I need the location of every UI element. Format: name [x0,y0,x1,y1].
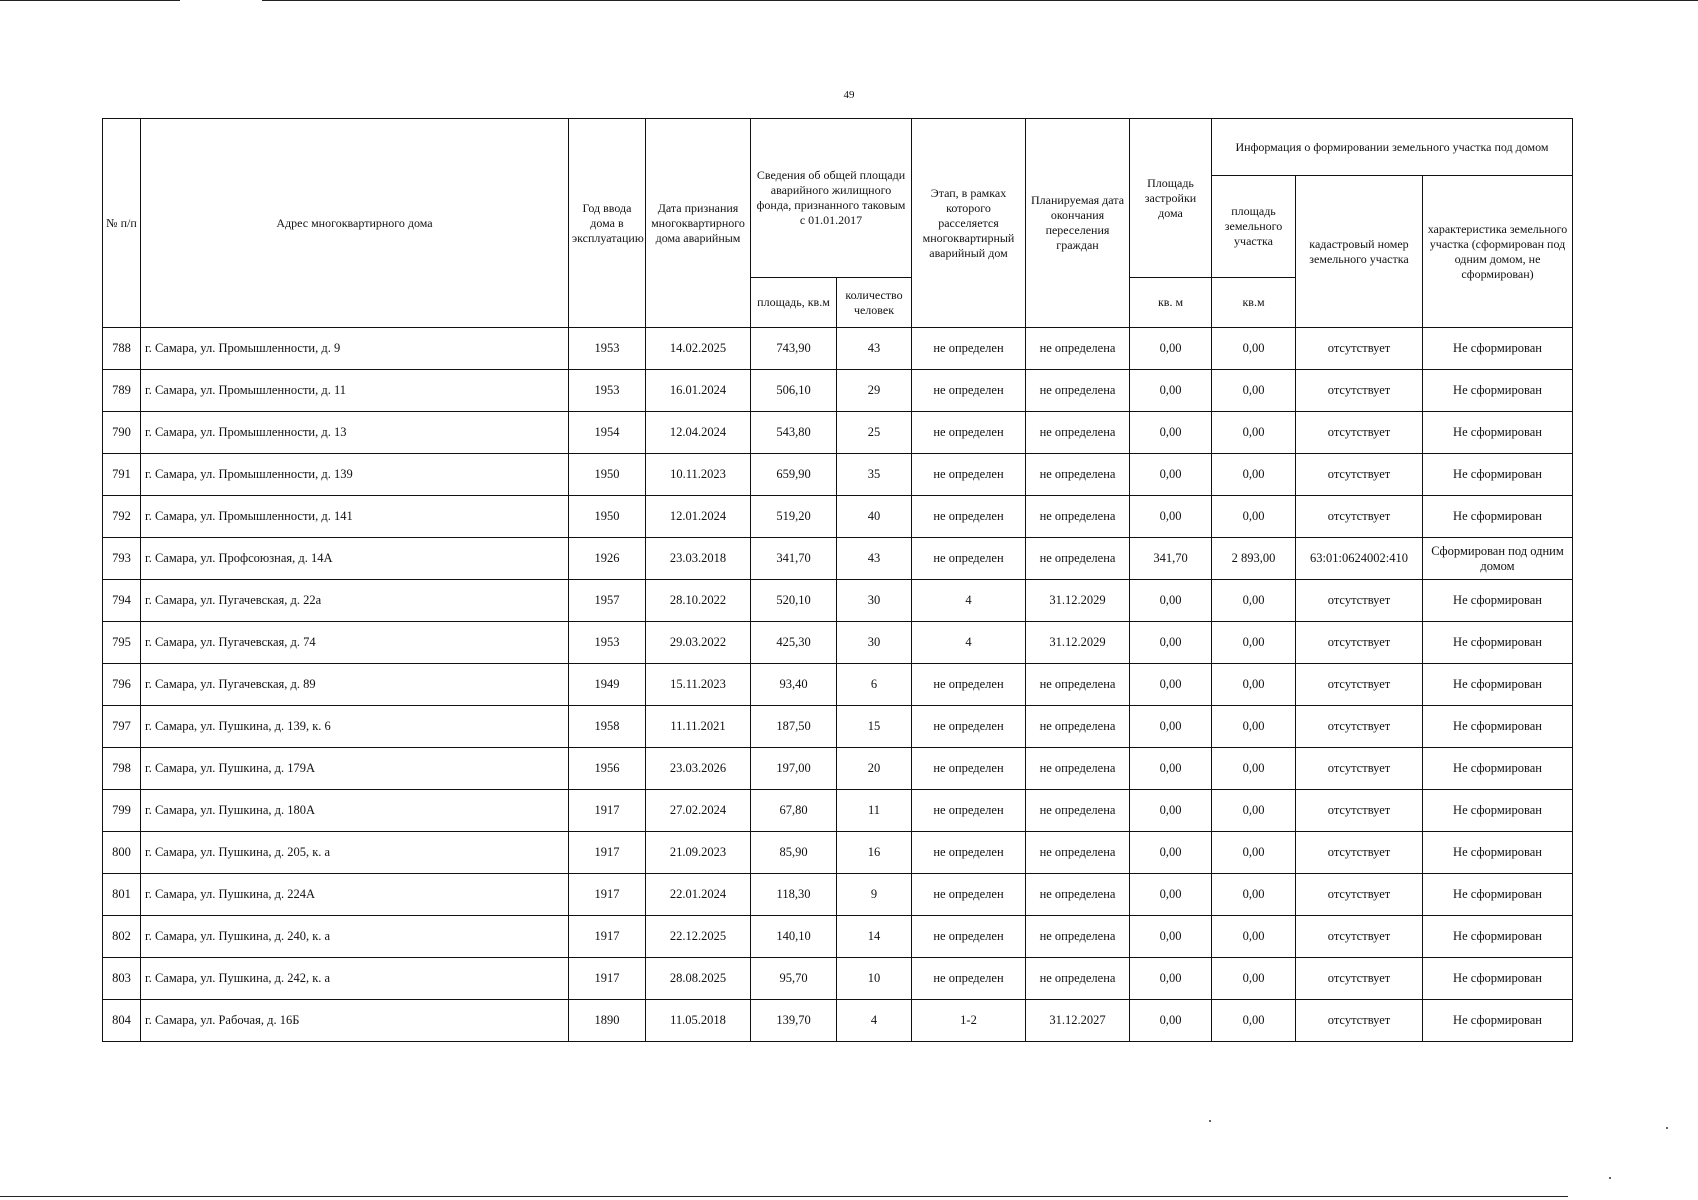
row-people: 10 [837,958,912,1000]
row-year: 1953 [569,370,646,412]
row-number: 791 [103,454,141,496]
row-cadastral: отсутствует [1296,412,1423,454]
row-planned-date: не определена [1026,412,1130,454]
header-land-group: Информация о формировании земельного участка под домом [1212,119,1573,176]
row-stage: 4 [912,622,1026,664]
row-area: 506,10 [751,370,837,412]
row-land-area: 0,00 [1212,790,1296,832]
row-date-recognized: 16.01.2024 [646,370,751,412]
row-cadastral: отсутствует [1296,454,1423,496]
row-cadastral: отсутствует [1296,790,1423,832]
row-built-area: 0,00 [1130,370,1212,412]
row-land-area: 0,00 [1212,454,1296,496]
row-number: 802 [103,916,141,958]
row-planned-date: не определена [1026,328,1130,370]
row-land-area: 0,00 [1212,664,1296,706]
row-planned-date: не определена [1026,454,1130,496]
header-cadastral: кадастровый номер земельного участка [1296,176,1423,328]
row-land-area: 0,00 [1212,748,1296,790]
row-built-area: 0,00 [1130,832,1212,874]
scan-edge-line [0,0,180,1]
row-land-area: 0,00 [1212,706,1296,748]
row-area: 85,90 [751,832,837,874]
row-stage: не определен [912,664,1026,706]
row-people: 11 [837,790,912,832]
row-cadastral: отсутствует [1296,748,1423,790]
row-planned-date: не определена [1026,916,1130,958]
row-area: 187,50 [751,706,837,748]
row-date-recognized: 22.12.2025 [646,916,751,958]
housing-table [102,118,1572,1042]
row-area: 93,40 [751,664,837,706]
row-area: 139,70 [751,1000,837,1042]
row-number: 792 [103,496,141,538]
table-row [103,370,1573,412]
row-year: 1949 [569,664,646,706]
scan-edge-line [0,1196,1568,1197]
row-number: 797 [103,706,141,748]
row-address: г. Самара, ул. Промышленности, д. 11 [141,370,569,412]
row-built-area: 0,00 [1130,496,1212,538]
row-people: 9 [837,874,912,916]
row-cadastral: отсутствует [1296,958,1423,1000]
header-unit-land: кв.м [1212,278,1296,328]
row-cadastral: отсутствует [1296,916,1423,958]
row-number: 798 [103,748,141,790]
row-land-char: Сформирован под одним домом [1423,538,1573,580]
row-area: 95,70 [751,958,837,1000]
row-land-char: Не сформирован [1423,664,1573,706]
row-number: 799 [103,790,141,832]
row-stage: не определен [912,496,1026,538]
row-date-recognized: 11.05.2018 [646,1000,751,1042]
row-land-char: Не сформирован [1423,622,1573,664]
row-land-char: Не сформирован [1423,370,1573,412]
row-address: г. Самара, ул. Пушкина, д. 139, к. 6 [141,706,569,748]
row-land-char: Не сформирован [1423,328,1573,370]
row-land-char: Не сформирован [1423,958,1573,1000]
row-land-char: Не сформирован [1423,832,1573,874]
row-land-area: 0,00 [1212,328,1296,370]
scan-speck [1609,1177,1611,1179]
row-planned-date: не определена [1026,664,1130,706]
row-address: г. Самара, ул. Профсоюзная, д. 14А [141,538,569,580]
row-cadastral: отсутствует [1296,370,1423,412]
header-address: Адрес многоквартирного дома [141,119,569,328]
row-built-area: 0,00 [1130,454,1212,496]
row-cadastral: отсутствует [1296,1000,1423,1042]
row-date-recognized: 22.01.2024 [646,874,751,916]
row-planned-date: не определена [1026,706,1130,748]
row-address: г. Самара, ул. Рабочая, д. 16Б [141,1000,569,1042]
row-area: 659,90 [751,454,837,496]
row-land-char: Не сформирован [1423,790,1573,832]
header-num: № п/п [103,119,141,328]
row-planned-date: не определена [1026,496,1130,538]
row-stage: не определен [912,370,1026,412]
row-cadastral: отсутствует [1296,664,1423,706]
table-row [103,958,1573,1000]
row-year: 1890 [569,1000,646,1042]
row-land-char: Не сформирован [1423,412,1573,454]
row-year: 1957 [569,580,646,622]
row-number: 804 [103,1000,141,1042]
row-land-char: Не сформирован [1423,496,1573,538]
row-planned-date: не определена [1026,958,1130,1000]
row-land-char: Не сформирован [1423,580,1573,622]
row-year: 1958 [569,706,646,748]
row-cadastral: отсутствует [1296,622,1423,664]
row-year: 1917 [569,832,646,874]
row-built-area: 0,00 [1130,748,1212,790]
row-stage: не определен [912,706,1026,748]
table-row [103,580,1573,622]
row-address: г. Самара, ул. Пугачевская, д. 22а [141,580,569,622]
row-address: г. Самара, ул. Пугачевская, д. 74 [141,622,569,664]
scan-speck [1209,1120,1211,1122]
row-land-char: Не сформирован [1423,916,1573,958]
row-number: 790 [103,412,141,454]
row-stage: не определен [912,790,1026,832]
row-area: 140,10 [751,916,837,958]
header-built-area: Площадь застройки дома [1130,119,1212,278]
row-number: 796 [103,664,141,706]
row-land-area: 0,00 [1212,1000,1296,1042]
row-people: 25 [837,412,912,454]
row-people: 43 [837,538,912,580]
row-people: 16 [837,832,912,874]
row-planned-date: 31.12.2027 [1026,1000,1130,1042]
row-area: 341,70 [751,538,837,580]
header-year: Год ввода дома в эксплуатацию [569,119,646,328]
row-address: г. Самара, ул. Пушкина, д. 224А [141,874,569,916]
header-area-sqm: площадь, кв.м [751,278,837,328]
row-cadastral: отсутствует [1296,874,1423,916]
table-row [103,538,1573,580]
row-land-area: 0,00 [1212,580,1296,622]
row-area: 543,80 [751,412,837,454]
row-planned-date: не определена [1026,370,1130,412]
row-people: 43 [837,328,912,370]
row-year: 1954 [569,412,646,454]
row-stage: не определен [912,412,1026,454]
row-people: 35 [837,454,912,496]
table-row [103,916,1573,958]
row-planned-date: не определена [1026,538,1130,580]
header-stage: Этап, в рамках которого расселяется многоквартирный аварийный дом [912,119,1026,328]
row-date-recognized: 23.03.2018 [646,538,751,580]
row-area: 197,00 [751,748,837,790]
row-stage: 4 [912,580,1026,622]
row-built-area: 0,00 [1130,958,1212,1000]
row-date-recognized: 11.11.2021 [646,706,751,748]
row-date-recognized: 28.10.2022 [646,580,751,622]
table-row [103,328,1573,370]
row-planned-date: не определена [1026,874,1130,916]
table-row [103,454,1573,496]
row-land-char: Не сформирован [1423,1000,1573,1042]
row-cadastral: отсутствует [1296,328,1423,370]
row-cadastral: отсутствует [1296,496,1423,538]
row-land-area: 0,00 [1212,958,1296,1000]
row-built-area: 0,00 [1130,328,1212,370]
row-land-area: 0,00 [1212,496,1296,538]
row-built-area: 0,00 [1130,916,1212,958]
row-address: г. Самара, ул. Пушкина, д. 240, к. а [141,916,569,958]
row-area: 425,30 [751,622,837,664]
page-number: 49 [843,89,855,101]
row-land-area: 0,00 [1212,916,1296,958]
row-people: 14 [837,916,912,958]
header-people: количество человек [837,278,912,328]
table-row [103,664,1573,706]
row-cadastral: отсутствует [1296,580,1423,622]
row-date-recognized: 12.04.2024 [646,412,751,454]
row-land-area: 0,00 [1212,412,1296,454]
table-row [103,496,1573,538]
row-land-area: 0,00 [1212,832,1296,874]
row-planned-date: не определена [1026,832,1130,874]
row-stage: 1-2 [912,1000,1026,1042]
row-year: 1953 [569,328,646,370]
scan-speck [1666,1127,1668,1129]
row-year: 1950 [569,496,646,538]
row-address: г. Самара, ул. Промышленности, д. 9 [141,328,569,370]
row-land-area: 0,00 [1212,622,1296,664]
row-people: 40 [837,496,912,538]
row-year: 1917 [569,916,646,958]
row-built-area: 0,00 [1130,874,1212,916]
row-built-area: 0,00 [1130,790,1212,832]
row-number: 788 [103,328,141,370]
row-year: 1950 [569,454,646,496]
row-number: 803 [103,958,141,1000]
row-number: 789 [103,370,141,412]
row-address: г. Самара, ул. Пушкина, д. 205, к. а [141,832,569,874]
row-number: 794 [103,580,141,622]
row-land-area: 0,00 [1212,874,1296,916]
row-address: г. Самара, ул. Промышленности, д. 141 [141,496,569,538]
row-area: 519,20 [751,496,837,538]
row-address: г. Самара, ул. Пугачевская, д. 89 [141,664,569,706]
row-stage: не определен [912,958,1026,1000]
header-land-char: характеристика земельного участка (сформирован под одним домом, не сформирован) [1423,176,1573,328]
row-people: 4 [837,1000,912,1042]
row-built-area: 0,00 [1130,580,1212,622]
row-area: 743,90 [751,328,837,370]
row-built-area: 0,00 [1130,412,1212,454]
row-cadastral: отсутствует [1296,832,1423,874]
row-year: 1926 [569,538,646,580]
table-row [103,622,1573,664]
row-year: 1953 [569,622,646,664]
row-cadastral: отсутствует [1296,706,1423,748]
row-people: 30 [837,622,912,664]
row-date-recognized: 15.11.2023 [646,664,751,706]
row-land-char: Не сформирован [1423,706,1573,748]
row-people: 15 [837,706,912,748]
row-people: 29 [837,370,912,412]
row-year: 1956 [569,748,646,790]
table-row [103,1000,1573,1042]
row-year: 1917 [569,958,646,1000]
row-stage: не определен [912,874,1026,916]
row-date-recognized: 21.09.2023 [646,832,751,874]
header-land-area: площадь земельного участка [1212,176,1296,278]
row-stage: не определен [912,832,1026,874]
row-cadastral: 63:01:0624002:410 [1296,538,1423,580]
table-row [103,832,1573,874]
header-unit-built: кв. м [1130,278,1212,328]
row-date-recognized: 12.01.2024 [646,496,751,538]
row-people: 6 [837,664,912,706]
row-built-area: 0,00 [1130,664,1212,706]
row-planned-date: 31.12.2029 [1026,580,1130,622]
row-date-recognized: 10.11.2023 [646,454,751,496]
row-number: 793 [103,538,141,580]
row-planned-date: 31.12.2029 [1026,622,1130,664]
row-stage: не определен [912,538,1026,580]
table-row [103,412,1573,454]
row-date-recognized: 23.03.2026 [646,748,751,790]
row-address: г. Самара, ул. Пушкина, д. 179А [141,748,569,790]
row-date-recognized: 14.02.2025 [646,328,751,370]
table-row [103,874,1573,916]
row-date-recognized: 29.03.2022 [646,622,751,664]
row-address: г. Самара, ул. Пушкина, д. 242, к. а [141,958,569,1000]
row-date-recognized: 28.08.2025 [646,958,751,1000]
row-land-char: Не сформирован [1423,874,1573,916]
row-planned-date: не определена [1026,748,1130,790]
row-area: 118,30 [751,874,837,916]
header-planned-date: Планируемая дата окончания переселения граждан [1026,119,1130,328]
row-people: 30 [837,580,912,622]
table-row [103,706,1573,748]
header-date-recognized: Дата признания многоквартирного дома аварийным [646,119,751,328]
row-built-area: 341,70 [1130,538,1212,580]
row-address: г. Самара, ул. Промышленности, д. 13 [141,412,569,454]
row-land-area: 2 893,00 [1212,538,1296,580]
row-address: г. Самара, ул. Промышленности, д. 139 [141,454,569,496]
header-area-group: Сведения об общей площади аварийного жилищного фонда, признанного таковым с 01.01.2017 [751,119,912,278]
row-land-char: Не сформирован [1423,748,1573,790]
row-stage: не определен [912,454,1026,496]
table-row [103,790,1573,832]
row-built-area: 0,00 [1130,1000,1212,1042]
row-built-area: 0,00 [1130,622,1212,664]
row-address: г. Самара, ул. Пушкина, д. 180А [141,790,569,832]
row-year: 1917 [569,874,646,916]
row-number: 801 [103,874,141,916]
scan-edge-line [262,0,1698,1]
row-people: 20 [837,748,912,790]
row-land-area: 0,00 [1212,370,1296,412]
row-date-recognized: 27.02.2024 [646,790,751,832]
table-row [103,748,1573,790]
row-planned-date: не определена [1026,790,1130,832]
row-year: 1917 [569,790,646,832]
row-stage: не определен [912,916,1026,958]
row-land-char: Не сформирован [1423,454,1573,496]
row-number: 800 [103,832,141,874]
row-built-area: 0,00 [1130,706,1212,748]
row-number: 795 [103,622,141,664]
row-stage: не определен [912,328,1026,370]
row-area: 67,80 [751,790,837,832]
row-area: 520,10 [751,580,837,622]
row-stage: не определен [912,748,1026,790]
